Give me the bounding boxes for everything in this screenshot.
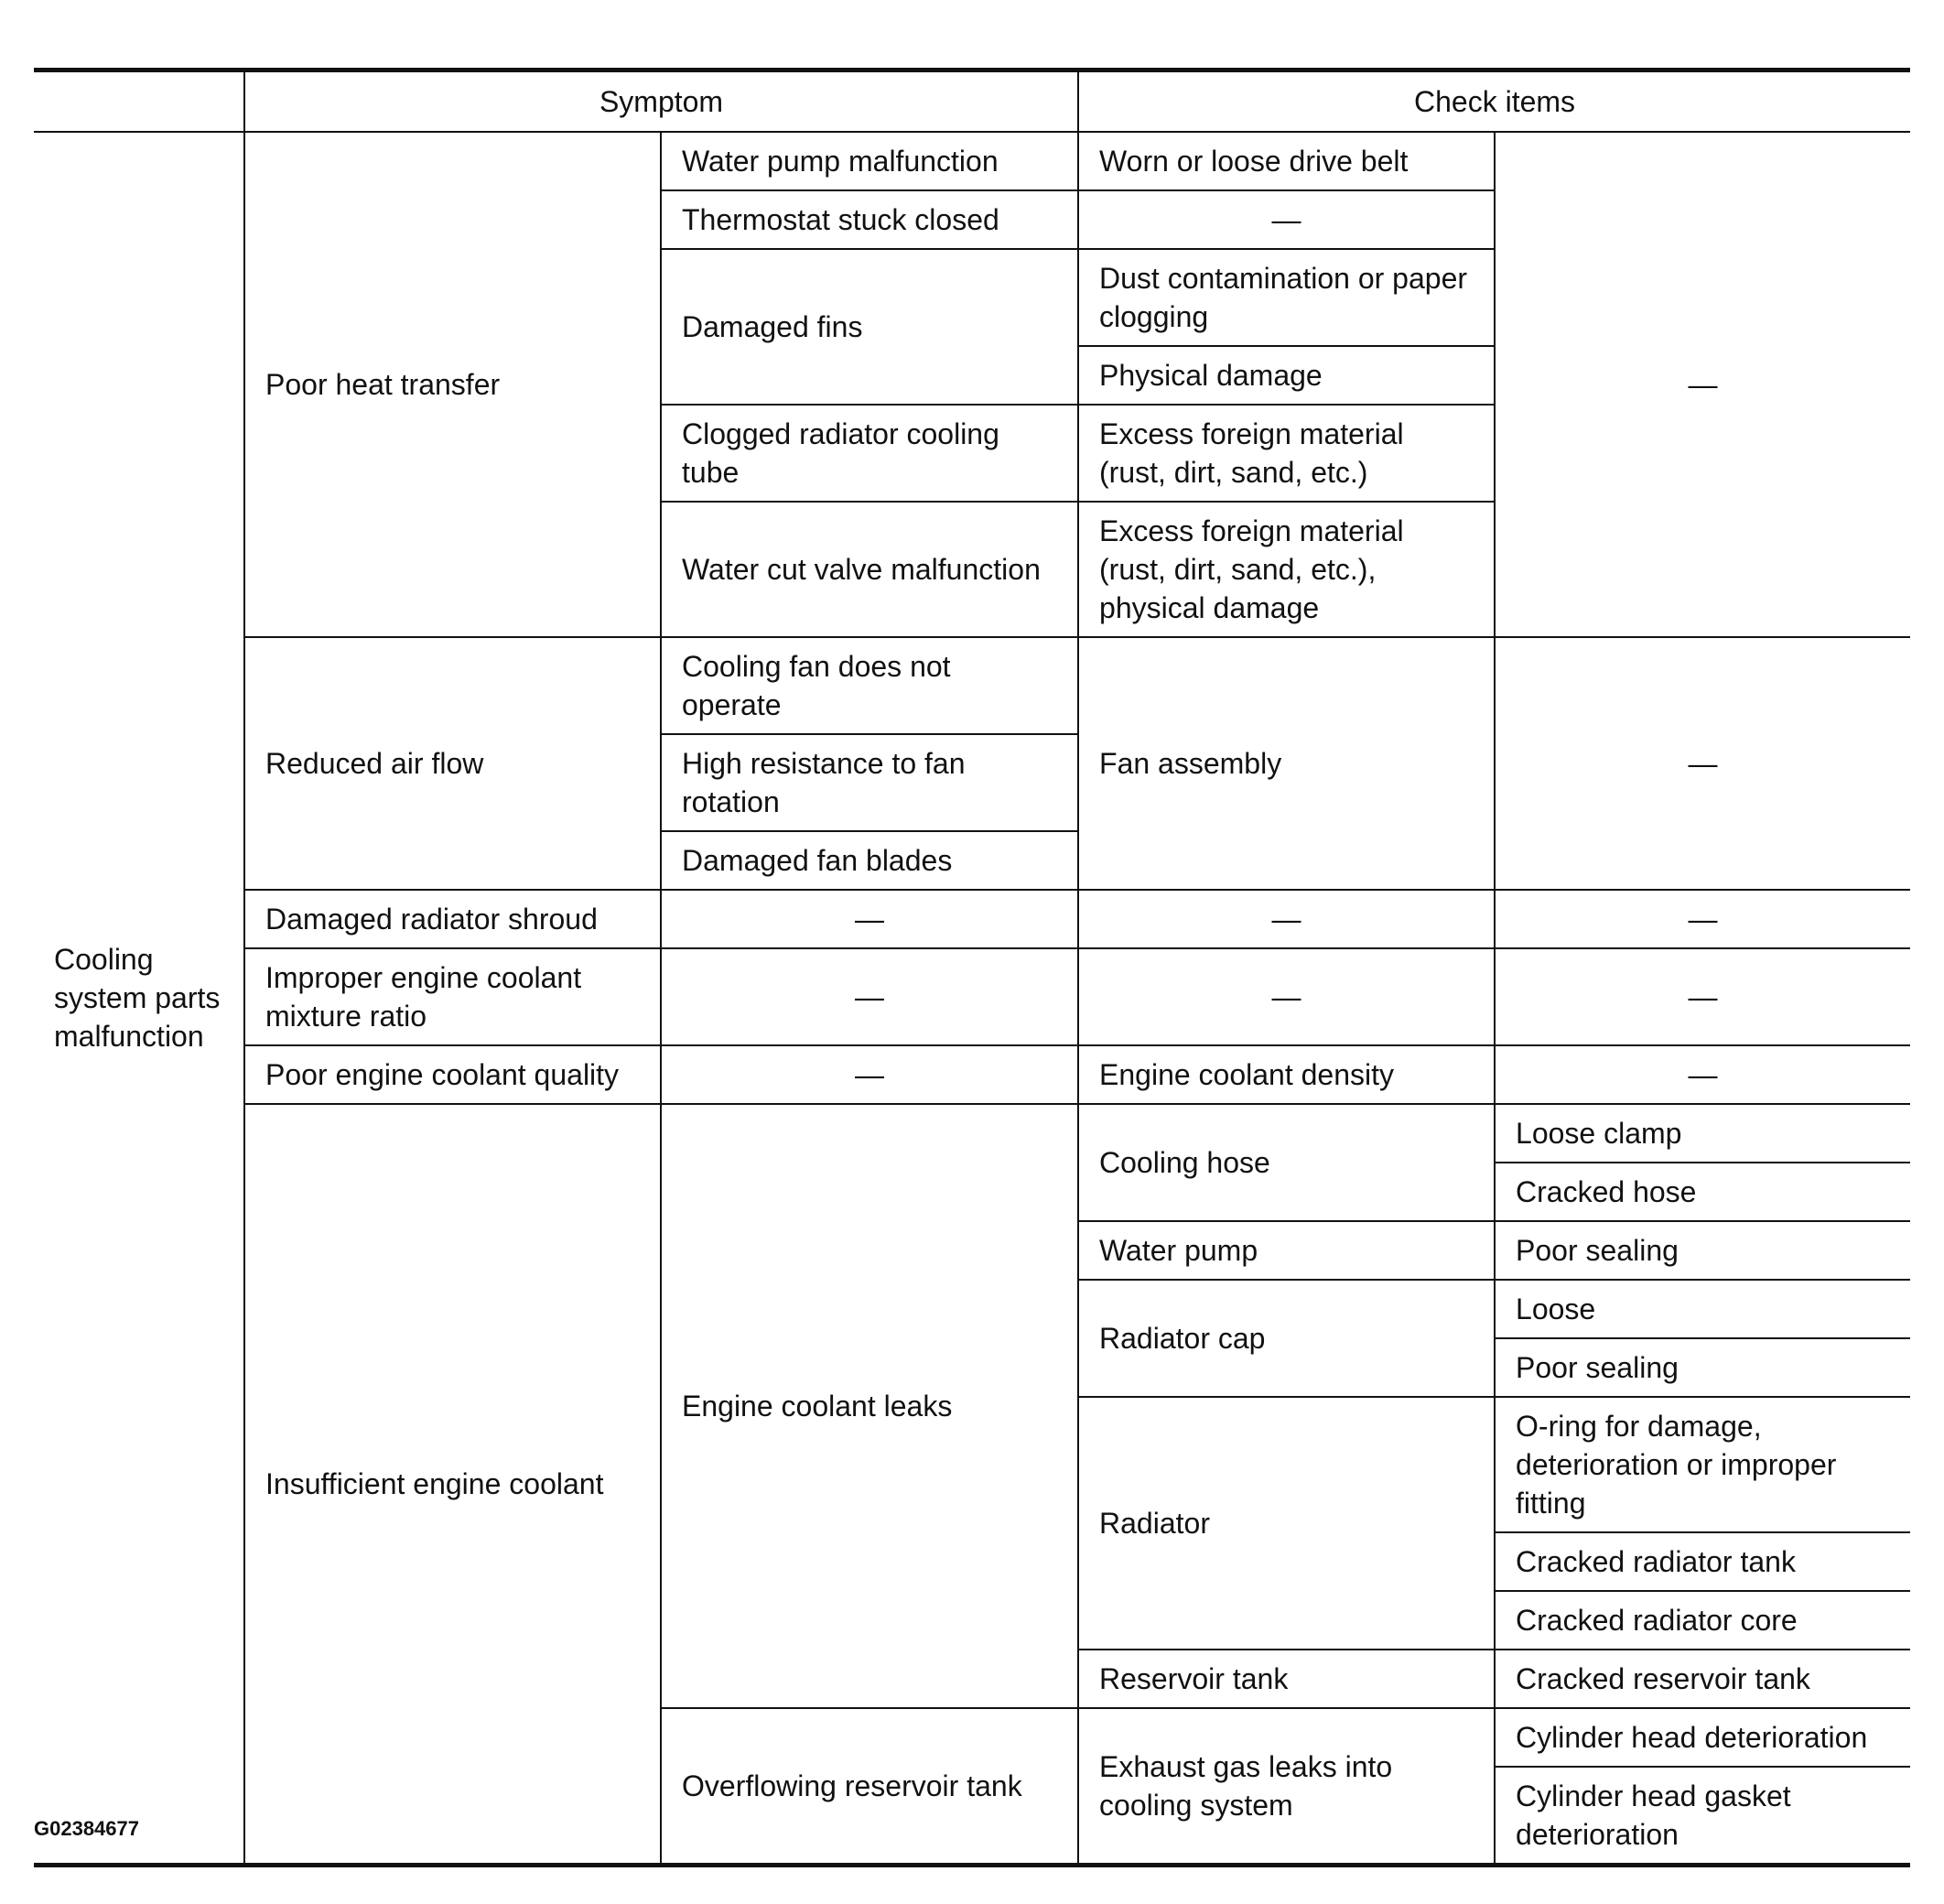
header-symptom: Symptom xyxy=(244,70,1078,133)
check-item: Dust contamination or paper clogging xyxy=(1078,249,1495,346)
check-item: Excess foreign material (rust, dirt, sand, etc.), physical damage xyxy=(1078,502,1495,637)
check-item: — xyxy=(1078,890,1495,948)
sub-symptom: — xyxy=(661,948,1078,1045)
group-coolant-quality: Poor engine coolant quality xyxy=(244,1045,661,1104)
check-item: Physical damage xyxy=(1078,346,1495,405)
header-blank-cell xyxy=(34,70,244,133)
sub-symptom: — xyxy=(661,1045,1078,1104)
group-damaged-shroud: Damaged radiator shroud xyxy=(244,890,661,948)
table-row xyxy=(34,1045,1910,1104)
detail-cell: Poor sealing xyxy=(1495,1338,1910,1397)
detail-cell: — xyxy=(1495,890,1910,948)
diagnosis-table xyxy=(34,68,1910,1867)
detail-cell: Loose clamp xyxy=(1495,1104,1910,1163)
table-row xyxy=(34,890,1910,948)
check-item: Exhaust gas leaks into cooling system xyxy=(1078,1708,1495,1866)
table-row xyxy=(34,1104,1910,1163)
detail-cell: Cracked reservoir tank xyxy=(1495,1650,1910,1708)
detail-cell: O-ring for damage, deterioration or improper fitting xyxy=(1495,1397,1910,1532)
detail-cell: Poor sealing xyxy=(1495,1221,1910,1280)
sub-symptom-overflow: Overflowing reservoir tank xyxy=(661,1708,1078,1866)
check-item: Fan assembly xyxy=(1078,637,1495,890)
diagnosis-table-container xyxy=(34,68,1910,1867)
check-item: Radiator cap xyxy=(1078,1280,1495,1397)
detail-cell: Cracked hose xyxy=(1495,1163,1910,1221)
check-item: Excess foreign material (rust, dirt, sand, etc.) xyxy=(1078,405,1495,502)
detail-cell: — xyxy=(1495,1045,1910,1104)
sub-symptom: Water cut valve malfunction xyxy=(661,502,1078,637)
sub-symptom: Cooling fan does not operate xyxy=(661,637,1078,734)
check-item: — xyxy=(1078,190,1495,249)
group-reduced-air-flow: Reduced air flow xyxy=(244,637,661,890)
sub-symptom: — xyxy=(661,890,1078,948)
sub-symptom-coolant-leaks: Engine coolant leaks xyxy=(661,1104,1078,1708)
detail-cell: Loose xyxy=(1495,1280,1910,1338)
table-row xyxy=(34,948,1910,1045)
detail-cell: Cracked radiator core xyxy=(1495,1591,1910,1650)
sub-symptom: High resistance to fan rotation xyxy=(661,734,1078,831)
detail-cell: — xyxy=(1495,948,1910,1045)
sub-symptom: Thermostat stuck closed xyxy=(661,190,1078,249)
header-check-items: Check items xyxy=(1078,70,1910,133)
group-mixture-ratio: Improper engine coolant mixture ratio xyxy=(244,948,661,1045)
check-item: — xyxy=(1078,948,1495,1045)
sub-symptom: Damaged fins xyxy=(661,249,1078,405)
table-row xyxy=(34,132,1910,190)
check-item: Worn or loose drive belt xyxy=(1078,132,1495,190)
detail-cell: Cylinder head deterioration xyxy=(1495,1708,1910,1767)
check-item: Engine coolant density xyxy=(1078,1045,1495,1104)
check-item: Reservoir tank xyxy=(1078,1650,1495,1708)
sub-symptom: Damaged fan blades xyxy=(661,831,1078,890)
check-item: Water pump xyxy=(1078,1221,1495,1280)
table-header-row xyxy=(34,70,1910,133)
group-insufficient-coolant: Insufficient engine coolant xyxy=(244,1104,661,1866)
sub-symptom: Water pump malfunction xyxy=(661,132,1078,190)
detail-cell: Cracked radiator tank xyxy=(1495,1532,1910,1591)
check-item: Cooling hose xyxy=(1078,1104,1495,1221)
sub-symptom: Clogged radiator cooling tube xyxy=(661,405,1078,502)
group-poor-heat-transfer: Poor heat transfer xyxy=(244,132,661,637)
detail-cell: — xyxy=(1495,637,1910,890)
check-item: Radiator xyxy=(1078,1397,1495,1650)
figure-code: G02384677 xyxy=(34,1817,139,1840)
detail-cell: — xyxy=(1495,132,1910,637)
detail-cell: Cylinder head gasket deterioration xyxy=(1495,1767,1910,1866)
table-row xyxy=(34,637,1910,734)
category-cell: Cooling system parts malfunction xyxy=(34,132,244,1866)
